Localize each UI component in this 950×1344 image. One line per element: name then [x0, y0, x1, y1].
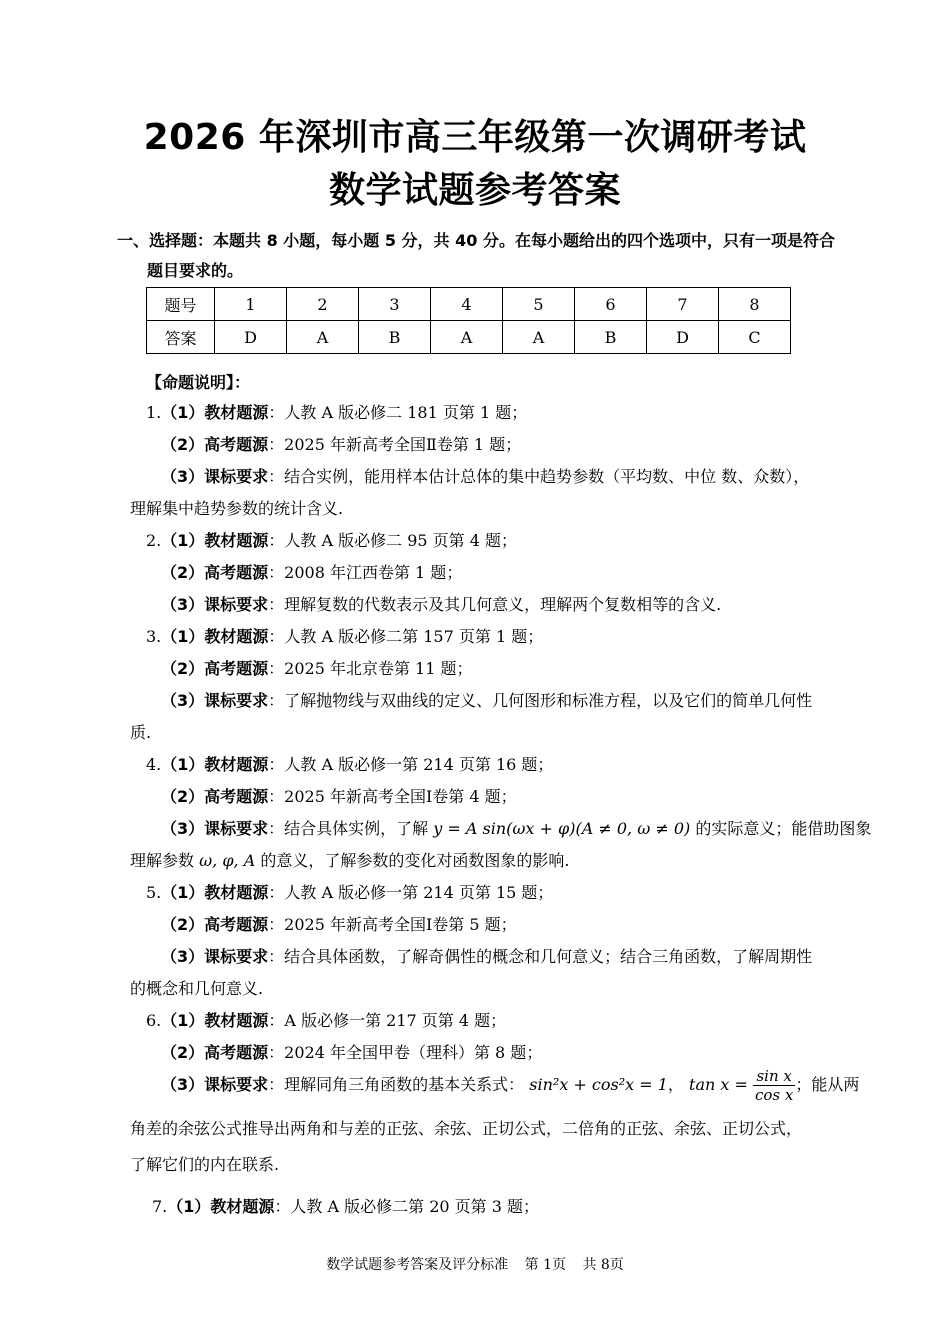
notes-heading: 【命题说明】： [146, 373, 251, 392]
q6-standard-req: （3）课标要求：理解同角三角函数的基本关系式： sin²x + cos²x = 1， tan x = $\frac{\text{sin x}}{\text{cos x}}$ ；能从两 [161, 1067, 860, 1104]
table-cell: 7 [647, 288, 719, 321]
q6-standard-req-cont: 角差的余弦公式推导出两角和与差的正弦、余弦、正切公式，二倍角的正弦、余弦、正切公式， [130, 1119, 803, 1138]
table-cell: B [359, 321, 431, 354]
q3-standard-req-cont: 质. [130, 723, 152, 742]
table-cell: 6 [575, 288, 647, 321]
answer-table-row-answer [147, 321, 791, 354]
table-cell: A [431, 321, 503, 354]
q2-standard-req: （3）课标要求：理解复数的代数表示及其几何意义，理解两个复数相等的含义. [161, 595, 722, 614]
table-cell: 1 [215, 288, 287, 321]
table-cell: B [575, 321, 647, 354]
table-cell: 3 [359, 288, 431, 321]
answer-table [146, 287, 791, 354]
footer-page-number: 第 1页 [524, 1257, 566, 1273]
q6-standard-req-cont-2: 了解它们的内在联系. [130, 1155, 280, 1174]
table-cell: A [503, 321, 575, 354]
q4-standard-req-cont: 理解参数 ω, φ, A 的意义，了解参数的变化对函数图象的影响. [130, 851, 570, 870]
q2-gaokao-source: （2）高考题源：2008 年江西卷第 1 题； [161, 563, 463, 582]
q4-formula: y = A sin(ωx + φ)(A ≠ 0, ω ≠ 0) [433, 819, 691, 838]
q2-textbook-source: 2.（1）教材题源：人教 A 版必修二 95 页第 4 题； [146, 531, 518, 550]
section-1-line-1: 一、选择题：本题共 8 小题，每小题 5 分，共 40 分。在每小题给出的四个选项中，只有一项是符合 [117, 231, 835, 250]
q5-standard-req: （3）课标要求：结合具体函数，了解奇偶性的概念和几何意义；结合三角函数，了解周期性 [161, 947, 813, 966]
q1-standard-req: （3）课标要求：结合实例，能用样本估计总体的集中趋势参数（平均数、中位 数、众数）， [161, 467, 810, 486]
table-cell: C [719, 321, 791, 354]
q5-standard-req-cont: 的概念和几何意义. [130, 979, 264, 998]
footer-total-pages: 共 8页 [582, 1257, 624, 1273]
table-cell: D [647, 321, 719, 354]
q4-params: ω, φ, A [199, 851, 256, 870]
q5-textbook-source: 5.（1）教材题源：人教 A 版必修一第 214 页第 15 题； [146, 883, 554, 902]
table-cell: 5 [503, 288, 575, 321]
q6-tan-lhs: tan x = [689, 1075, 748, 1094]
table-cell: 8 [719, 288, 791, 321]
q6-tan-fraction: $\frac{\text{sin x}}{\text{cos x}}$ [755, 1067, 794, 1104]
table-cell: 4 [431, 288, 503, 321]
q1-gaokao-source: （2）高考题源：2025 年新高考全国Ⅱ卷第 1 题； [161, 435, 522, 454]
q6-formula-pythagorean: sin²x + cos²x = 1 [529, 1075, 668, 1094]
page-footer [0, 1254, 950, 1274]
q3-gaokao-source: （2）高考题源：2025 年北京卷第 11 题； [161, 659, 473, 678]
answer-table-row-question [147, 288, 791, 321]
q3-textbook-source: 3.（1）教材题源：人教 A 版必修二第 157 页第 1 题； [146, 627, 544, 646]
q3-standard-req: （3）课标要求：了解抛物线与双曲线的定义、几何图形和标准方程，以及它们的简单几何性 [161, 691, 813, 710]
q4-textbook-source: 4.（1）教材题源：人教 A 版必修一第 214 页第 16 题； [146, 755, 554, 774]
section-1-heading [117, 226, 842, 286]
table-cell: D [215, 321, 287, 354]
table-cell: A [287, 321, 359, 354]
q4-gaokao-source: （2）高考题源：2025 年新高考全国Ⅰ卷第 4 题； [161, 787, 517, 806]
title-line-2: 数学试题参考答案 [328, 170, 621, 211]
q4-standard-req: （3）课标要求：结合具体实例，了解 y = A sin(ωx + φ)(A ≠ 0, ω ≠ 0) 的实际意义；能借助图象 [161, 819, 872, 838]
footer-doc-title: 数学试题参考答案及评分标准 [326, 1257, 509, 1273]
q6-textbook-source: 6.（1）教材题源：A 版必修一第 217 页第 4 题； [146, 1011, 507, 1030]
q5-gaokao-source: （2）高考题源：2025 年新高考全国Ⅰ卷第 5 题； [161, 915, 517, 934]
q6-gaokao-source: （2）高考题源：2024 年全国甲卷（理科）第 8 题； [161, 1043, 543, 1062]
title-line-1: 2026 年深圳市高三年级第一次调研考试 [143, 117, 807, 158]
section-1-line-2: 题目要求的。 [147, 261, 244, 280]
table-cell: 2 [287, 288, 359, 321]
table-cell: 答案 [147, 321, 215, 354]
q1-standard-req-cont: 理解集中趋势参数的统计含义. [130, 499, 344, 518]
table-cell: 题号 [147, 288, 215, 321]
q7-textbook-source: 7.（1）教材题源：人教 A 版必修二第 20 页第 3 题； [152, 1197, 540, 1216]
q1-textbook-source: 1.（1）教材题源：人教 A 版必修二 181 页第 1 题； [146, 403, 528, 422]
